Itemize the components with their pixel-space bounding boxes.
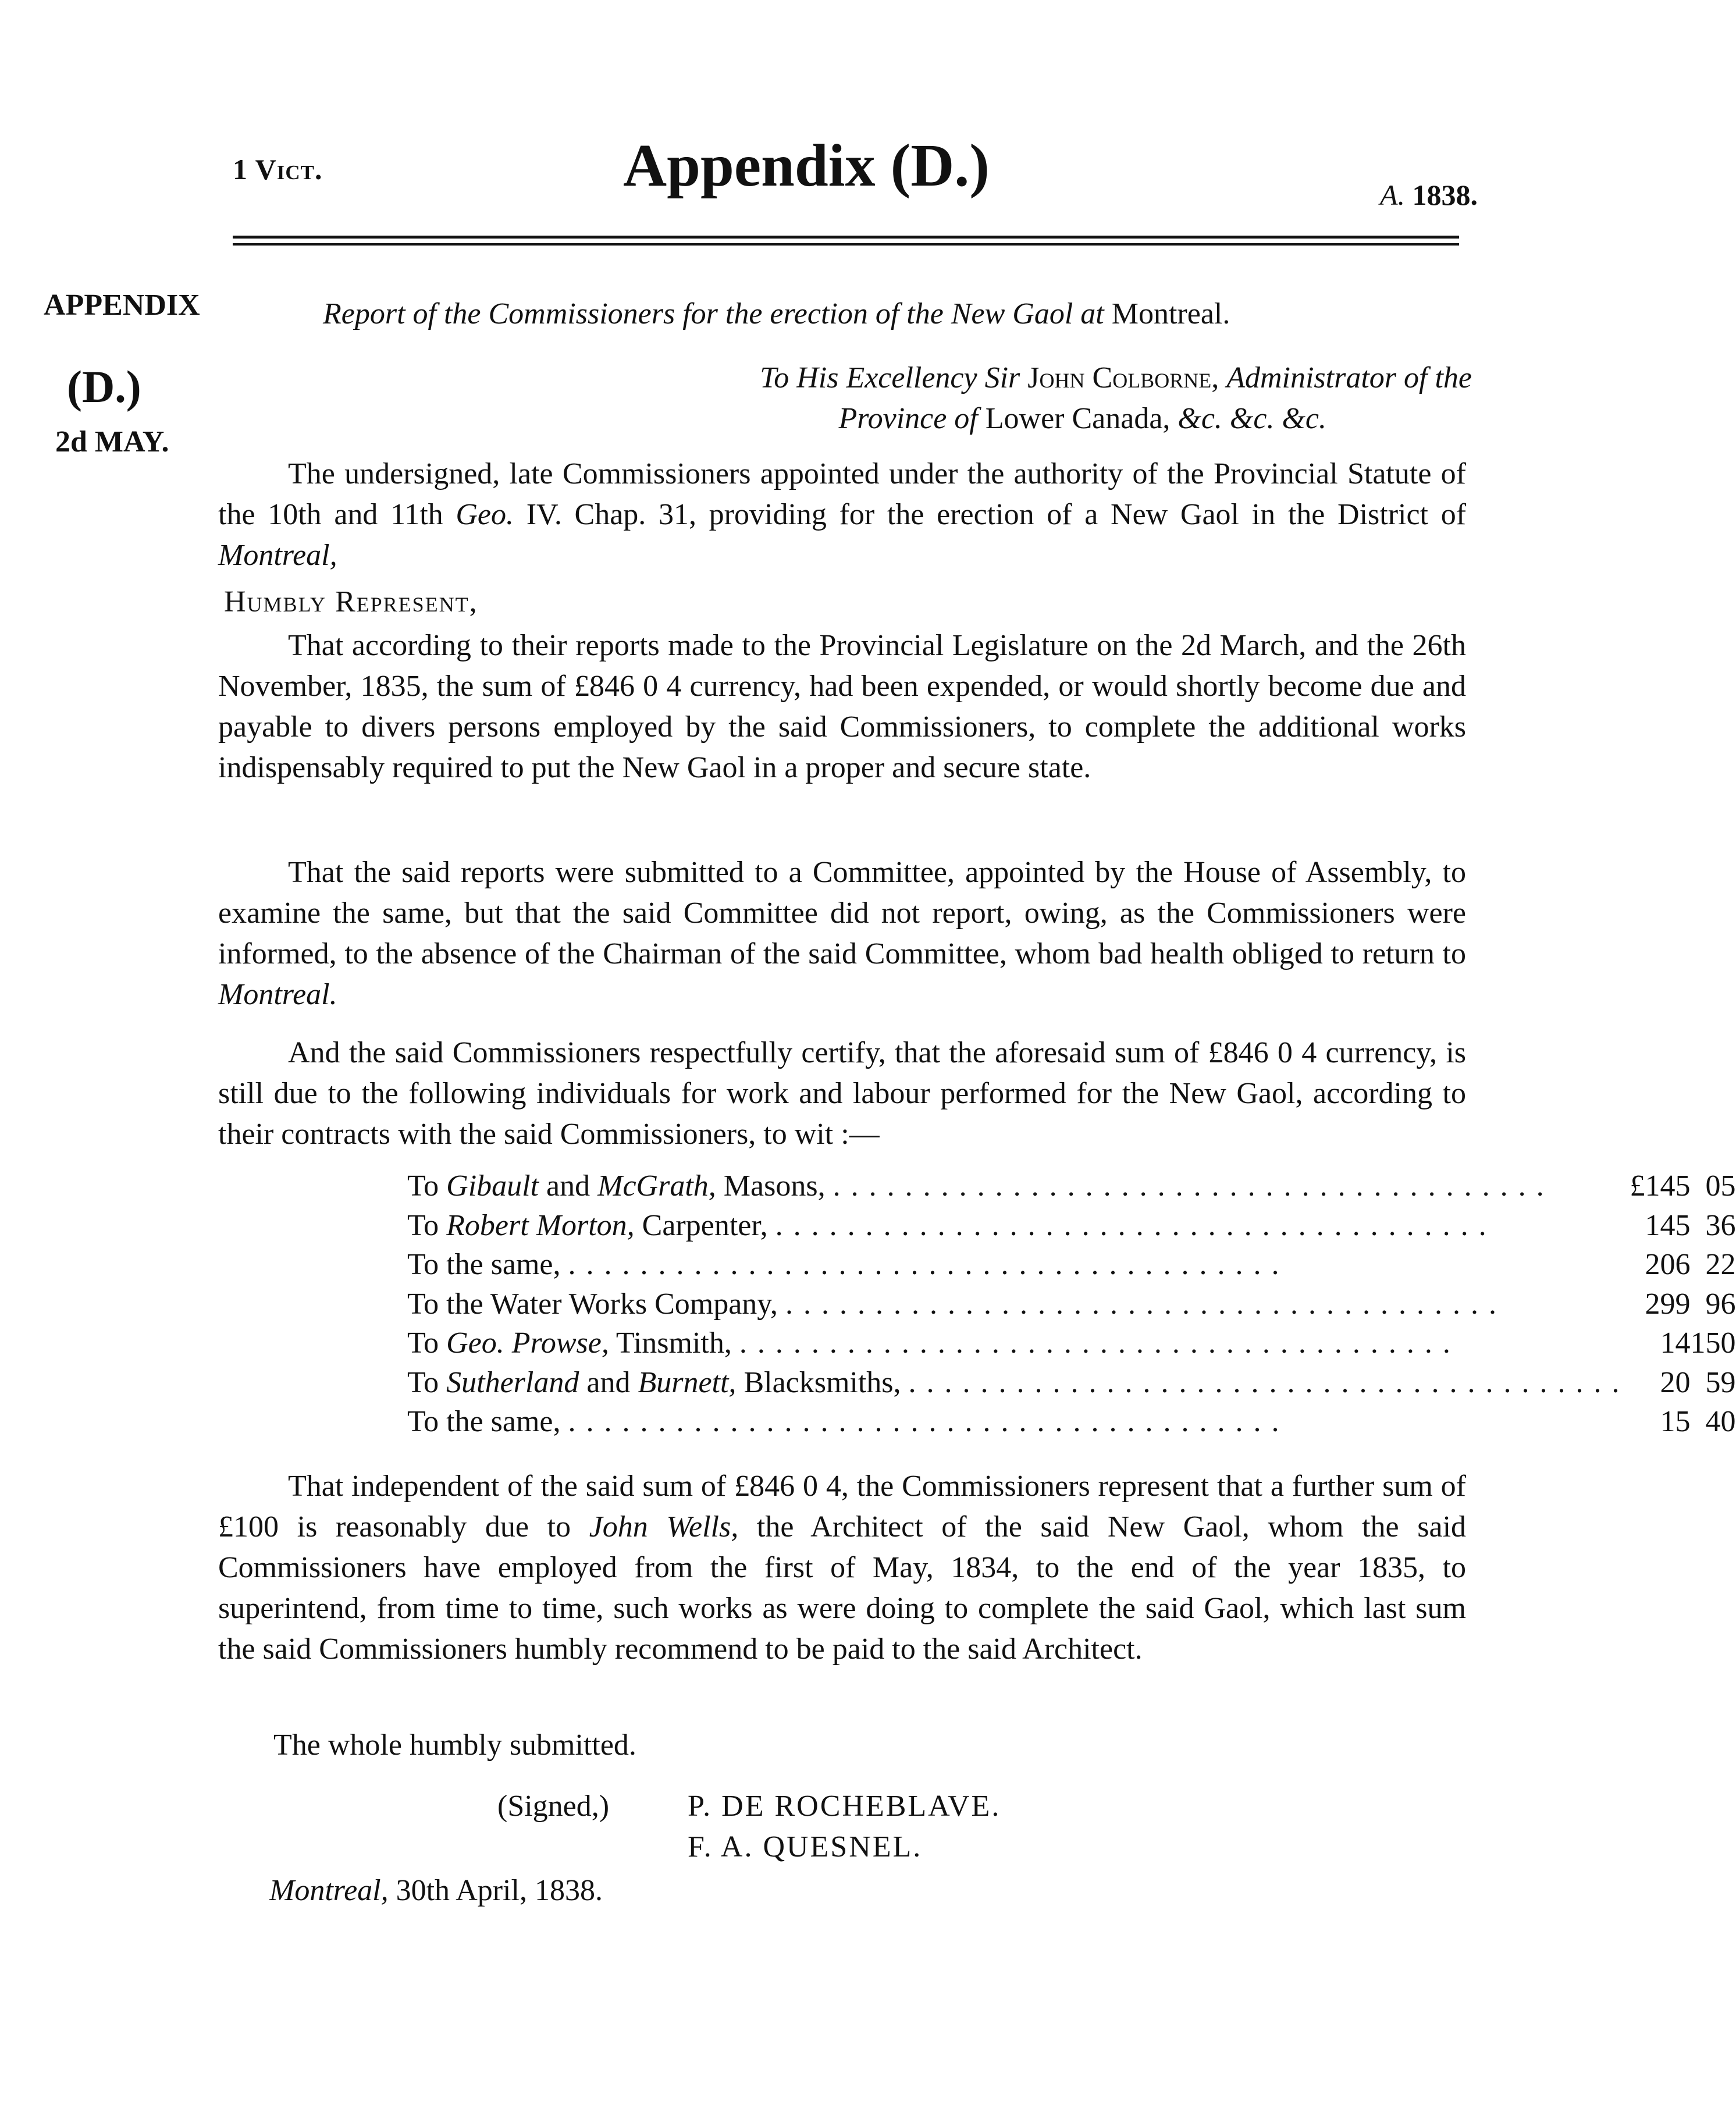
account-pence: 0 <box>1720 1405 1736 1438</box>
page-title: Appendix (D.) <box>623 132 990 199</box>
account-trade: Tinsmith, <box>616 1326 732 1360</box>
account-row <box>407 1206 1736 1246</box>
account-trade: the same, <box>446 1405 561 1438</box>
header-left: 1 Vict. <box>233 153 323 186</box>
account-row <box>407 1363 1736 1403</box>
account-to: To <box>407 1248 439 1281</box>
accounts-table-body <box>407 1166 1736 1442</box>
account-to: To <box>407 1287 439 1321</box>
report-title <box>323 294 1382 335</box>
account-to: To <box>407 1169 439 1203</box>
account-row <box>407 1324 1736 1363</box>
account-row <box>407 1402 1736 1442</box>
account-to: To <box>407 1326 439 1360</box>
intro-paragraph <box>218 454 1466 576</box>
account-shillings: 3 <box>1705 1208 1721 1242</box>
account-payee <box>407 1363 1630 1403</box>
account-shillings: 4 <box>1705 1405 1721 1438</box>
intro-place: Montreal, <box>218 539 337 572</box>
account-to: To <box>407 1405 439 1438</box>
account-name-b: McGrath, <box>597 1169 716 1203</box>
account-payee <box>407 1206 1630 1246</box>
account-pounds: 299 <box>1645 1287 1691 1321</box>
account-pence: 5 <box>1720 1169 1736 1203</box>
account-pence: 2 <box>1720 1248 1736 1281</box>
report-title-place: Montreal. <box>1111 297 1230 330</box>
address <box>541 358 1472 439</box>
header-right-year: 1838. <box>1412 179 1478 211</box>
account-pounds: 14 <box>1660 1326 1691 1360</box>
account-payee <box>407 1245 1630 1285</box>
account-pence: 6 <box>1720 1208 1736 1242</box>
account-shillings: 15 <box>1690 1326 1721 1360</box>
leader-dots: ........................................ <box>739 1326 1461 1360</box>
account-join: and <box>546 1169 590 1203</box>
paragraph-3-text: And the said Commissioners respectfully certify, that the aforesaid sum of £846 0 4 currency, is still due to the following individuals for work and labour performed for the New Gaol, according to their contracts with the said Commissioners, to wit :— <box>218 1036 1466 1151</box>
account-name-a: Sutherland <box>446 1365 579 1399</box>
signed-label: (Signed,) <box>497 1790 610 1823</box>
account-name-a: Robert Morton, <box>446 1208 635 1242</box>
account-trade: the Water Works Company, <box>446 1287 778 1321</box>
leader-dots: ........................................ <box>568 1248 1290 1281</box>
account-name-a: Geo. Prowse, <box>446 1326 609 1360</box>
report-title-italic: Report of the Commissioners for the erection of the New Gaol at <box>323 297 1104 330</box>
account-to: To <box>407 1365 439 1399</box>
margin-label: APPENDIX <box>44 289 200 322</box>
account-pounds: 15 <box>1660 1405 1691 1438</box>
margin-date: 2d MAY. <box>55 425 169 458</box>
account-join: and <box>586 1365 631 1399</box>
address-role: Administrator of the <box>1226 361 1472 394</box>
paragraph-2 <box>218 852 1466 1015</box>
account-payee <box>407 1324 1630 1363</box>
account-payee <box>407 1402 1630 1442</box>
account-row <box>407 1245 1736 1285</box>
paragraph-2-text: That the said reports were submitted to a Committee, appointed by the House of Assembly, to examine the same, but that the said Committee did not report, owing, as the Commissioners were informed, to the absence of the Chairman of the said Committee, whom bad health obliged to return to <box>218 856 1466 970</box>
account-trade: Masons, <box>723 1169 826 1203</box>
paragraph-3 <box>218 1033 1466 1155</box>
account-trade: Carpenter, <box>642 1208 768 1242</box>
account-pence: 9 <box>1720 1365 1736 1399</box>
account-payee <box>407 1285 1630 1324</box>
leader-dots: ........................................ <box>908 1365 1630 1399</box>
account-payee <box>407 1166 1630 1206</box>
leader-dots: ........................................ <box>775 1208 1497 1242</box>
leader-dots: ........................................ <box>785 1287 1507 1321</box>
account-row <box>407 1166 1736 1206</box>
account-pence: 0 <box>1720 1326 1736 1360</box>
account-to: To <box>407 1208 439 1242</box>
signatory-1: P. DE ROCHEBLAVE. <box>688 1790 1001 1823</box>
leader-dots: ........................................ <box>568 1405 1290 1438</box>
intro-text-b: IV. Chap. 31, providing for the erection of a New Gaol in the District of <box>526 498 1467 531</box>
paragraph-4-text-a: That independent of the said sum of £846 0 4, the Commissioners represent that a further sum of £100 is reasonably due to <box>218 1470 1466 1543</box>
intro-geo: Geo. <box>456 498 514 531</box>
paragraph-1-text: That according to their reports made to the Provincial Legislature on the 2d March, and the 26th November, 1835, the sum of £846 0 4 currency, had been expended, or would shortly become due and payable to divers persons employed by the said Commissioners, to complete the additional works indispensably required to put the New Gaol in a proper and secure state. <box>218 629 1466 784</box>
dateline-place: Montreal, <box>269 1874 389 1907</box>
signatory-2: F. A. QUESNEL. <box>688 1830 923 1863</box>
account-shillings: 2 <box>1705 1248 1721 1281</box>
paragraph-1 <box>218 625 1466 788</box>
account-trade: Blacksmiths, <box>744 1365 901 1399</box>
account-pounds: 206 <box>1645 1248 1691 1281</box>
header-rule <box>233 236 1459 239</box>
intro-text-a: The undersigned, late Commissioners appointed under the authority of the Provincial Statute of the 10th and 11th <box>218 457 1466 531</box>
account-pounds: 145 <box>1645 1208 1691 1242</box>
account-pence: 6 <box>1720 1287 1736 1321</box>
header-right-prefix: A. <box>1379 179 1405 211</box>
address-province: Lower Canada, <box>985 402 1171 435</box>
address-to: To His Excellency Sir <box>760 361 1020 394</box>
account-shillings: 9 <box>1705 1287 1721 1321</box>
account-row <box>407 1285 1736 1324</box>
header-right <box>1380 178 1478 212</box>
accounts-table <box>407 1166 1736 1442</box>
account-name-a: Gibault <box>446 1169 539 1203</box>
leader-dots: ........................................ <box>833 1169 1554 1203</box>
account-shillings: 5 <box>1705 1365 1721 1399</box>
closing-line: The whole humbly submitted. <box>273 1728 636 1762</box>
header-rule-second <box>233 243 1459 246</box>
paragraph-4 <box>218 1466 1466 1670</box>
account-pounds: £145 <box>1630 1169 1691 1203</box>
paragraph-4-name: John Wells, <box>589 1510 739 1543</box>
margin-letter: (D.) <box>67 361 141 412</box>
dateline <box>269 1870 603 1911</box>
humbly-represent: Humbly Represent, <box>224 585 478 618</box>
paragraph-2-place: Montreal. <box>218 978 337 1011</box>
address-name: John Colborne, <box>1027 361 1219 394</box>
address-etc: &c. &c. &c. <box>1178 402 1326 435</box>
address-line-2 <box>541 399 1472 439</box>
account-name-b: Burnett, <box>638 1365 737 1399</box>
paragraph-4-text-b: the Architect of the said New Gaol, whom the said Commissioners have employed from the first of May, 1834, to the end of the year 1835, to superintend, from time to time, such works as were doing to complete the said Gaol, which last sum the said Commissioners humbly recommend to be paid to the said Architect. <box>218 1510 1467 1666</box>
signatories <box>688 1786 1001 1868</box>
address-province-prefix: Province of <box>838 402 978 435</box>
account-shillings: 0 <box>1705 1169 1721 1203</box>
account-pounds: 20 <box>1660 1365 1691 1399</box>
account-trade: the same, <box>446 1248 561 1281</box>
address-line-1 <box>541 358 1472 399</box>
dateline-date: 30th April, 1838. <box>396 1874 603 1907</box>
